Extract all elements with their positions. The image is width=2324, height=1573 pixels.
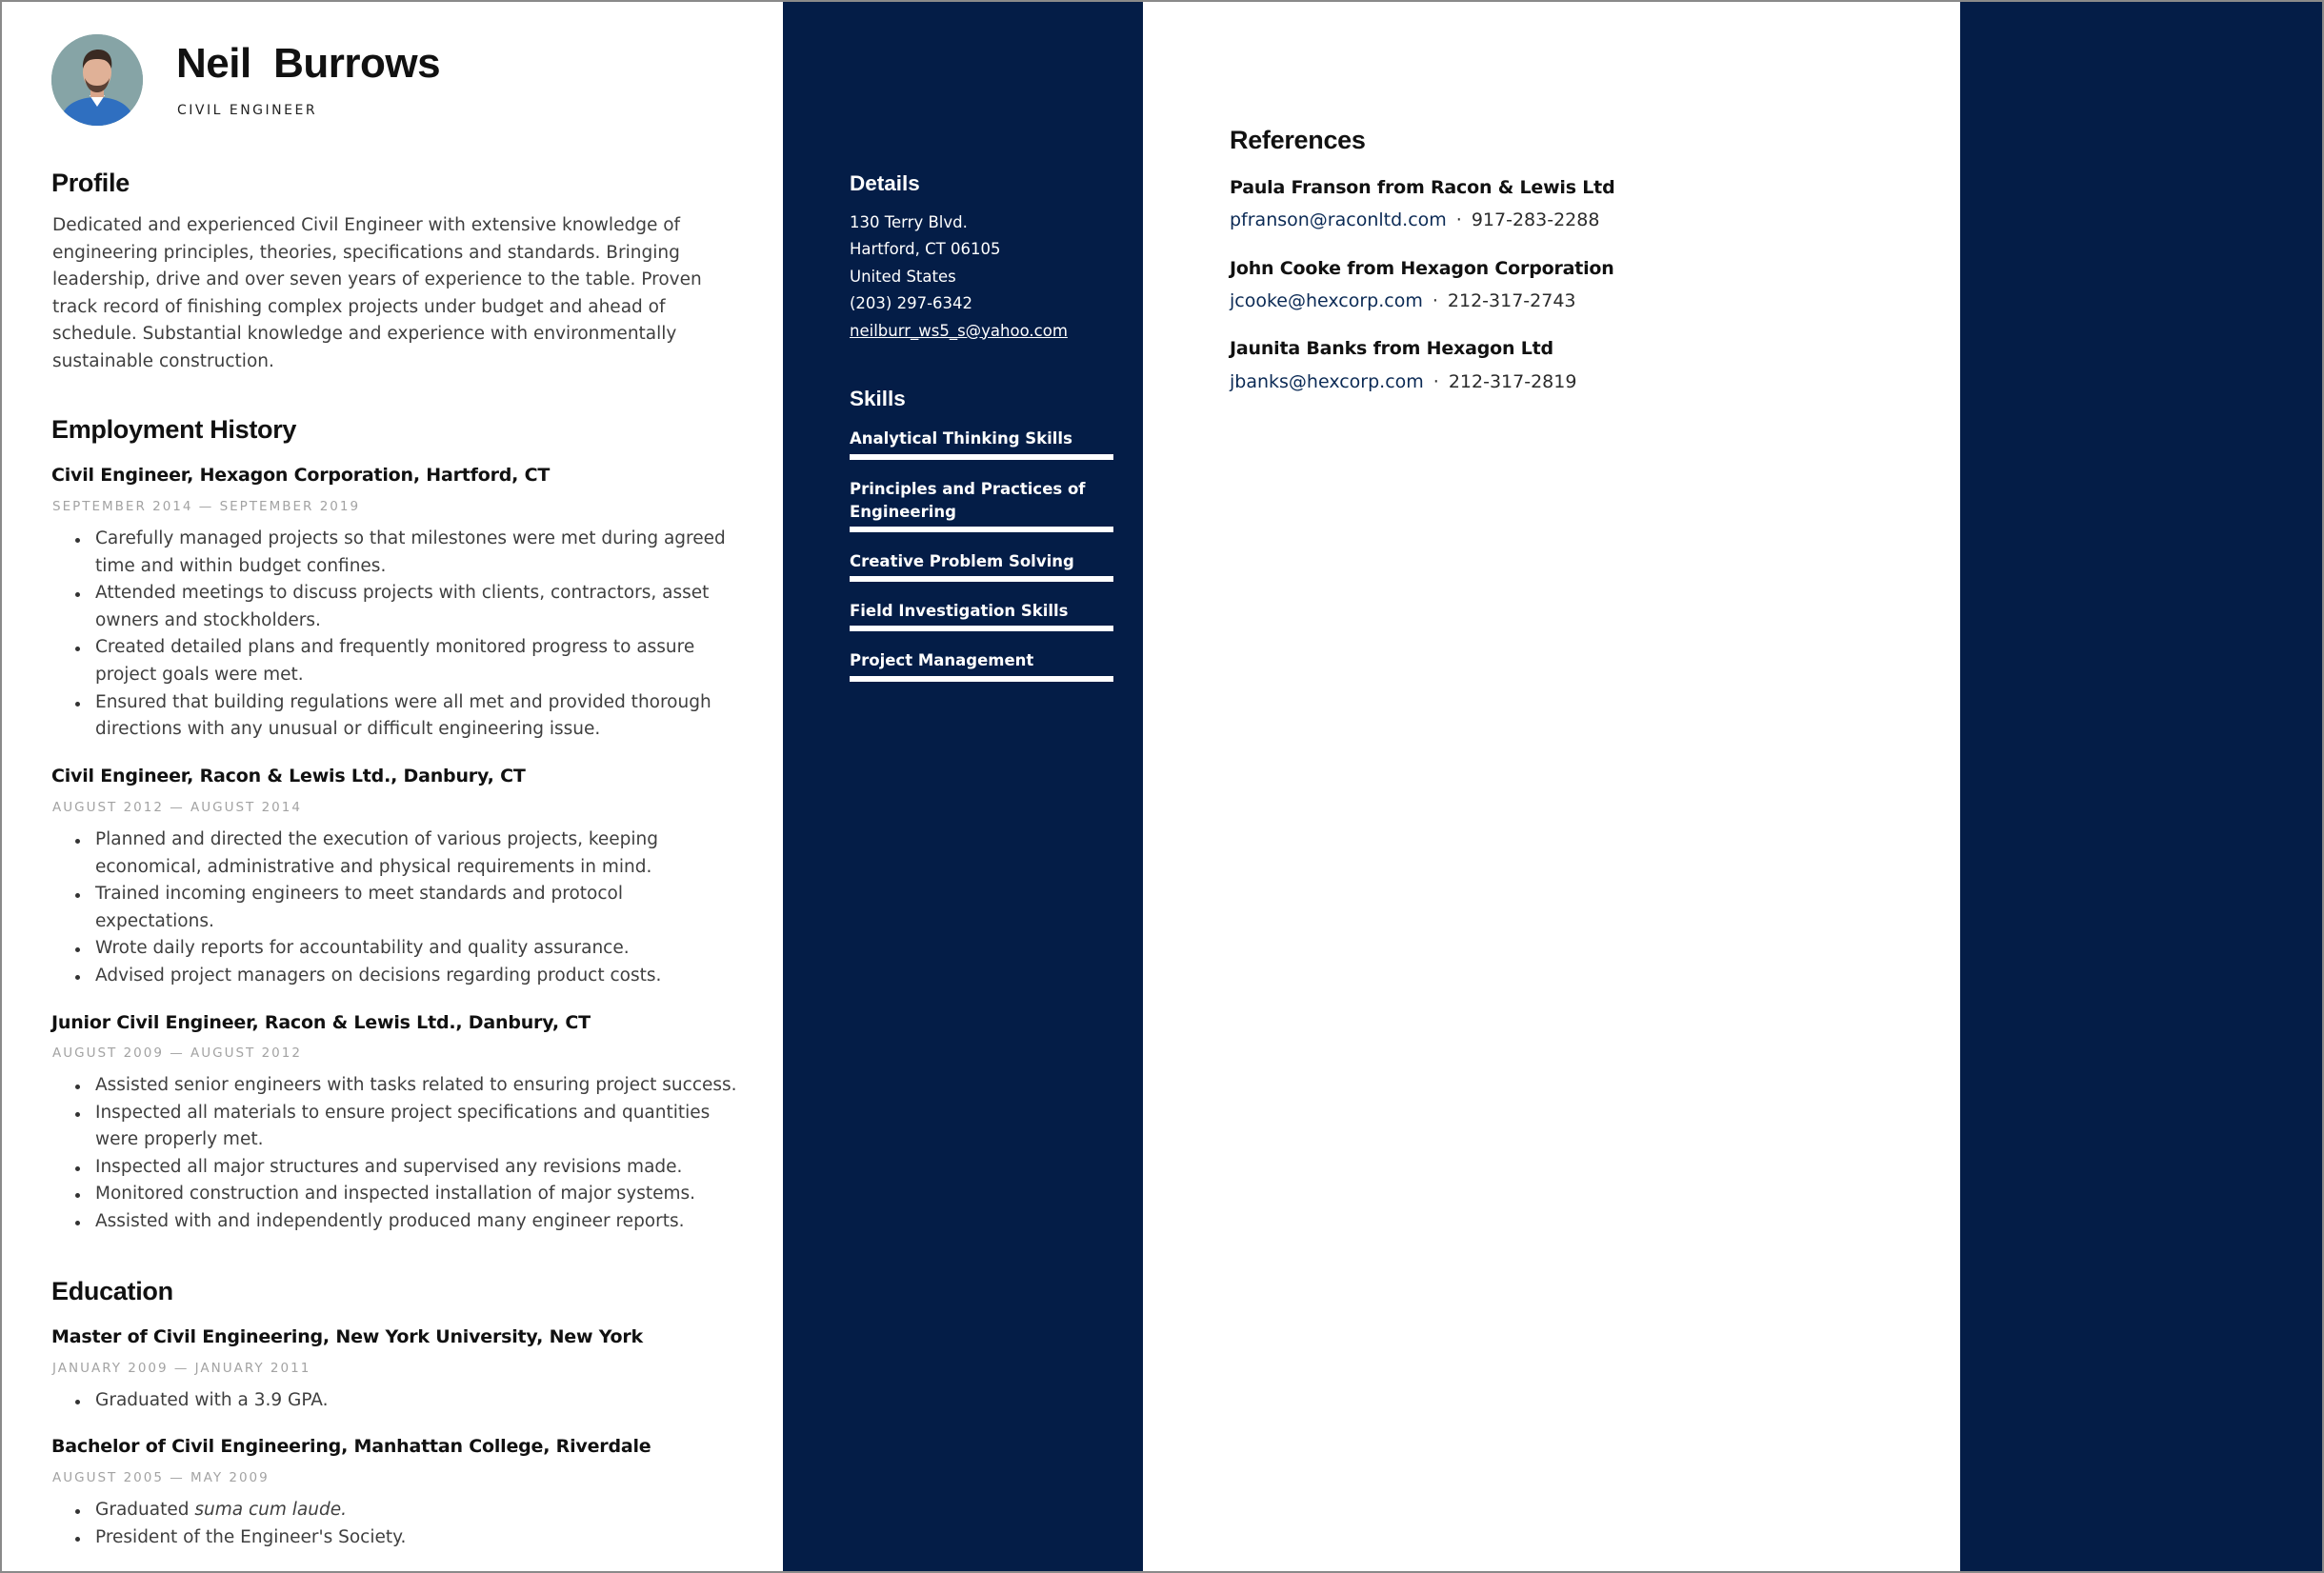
list-item: Inspected all materials to ensure project specifications and quantities were properly met. — [52, 1100, 738, 1154]
profile-line: leadership, drive and over seven years of experience to the table. Proven — [52, 269, 702, 289]
candidate-title: CIVIL ENGINEER — [177, 103, 318, 118]
skill-name: Principles and Practices of Engineering — [850, 480, 1086, 521]
profile-line: track record of finishing complex projects under budget and ahead of — [52, 296, 666, 317]
job-title: Junior Civil Engineer, Racon & Lewis Ltd., Danbury, CT — [51, 1012, 591, 1033]
job-bullets — [52, 526, 738, 744]
candidate-name: Neil Burrows — [176, 40, 441, 87]
profile-line: engineering principles, theories, specifications and standards. Bringing — [52, 242, 680, 263]
reference-phone: 917-283-2288 — [1471, 209, 1600, 230]
list-item: Created detailed plans and frequently monitored progress to assure project goals were met. — [52, 634, 738, 688]
education-title: Master of Civil Engineering, New York University, New York — [51, 1326, 643, 1347]
skill-name: Analytical Thinking Skills — [850, 429, 1072, 448]
list-item: Monitored construction and inspected installation of major systems. — [52, 1181, 738, 1208]
education-dates: AUGUST 2005 — MAY 2009 — [52, 1470, 270, 1485]
country: United States — [850, 267, 956, 286]
skill-name: Creative Problem Solving — [850, 552, 1074, 570]
list-item: Trained incoming engineers to meet standards and protocol expectations. — [52, 881, 738, 935]
references-heading: References — [1230, 126, 1366, 154]
employment-heading: Employment History — [51, 415, 297, 444]
profile-line: schedule. Substantial knowledge and experience with environmentally — [52, 324, 677, 344]
list-item: Carefully managed projects so that milestones were met during agreed time and within budget confines. — [52, 526, 738, 580]
profile-line: Dedicated and experienced Civil Engineer with extensive knowledge of — [52, 215, 681, 235]
person-photo-icon — [51, 34, 143, 126]
reference-email[interactable]: jcooke@hexcorp.com — [1230, 290, 1423, 311]
phone: (203) 297-6342 — [850, 294, 973, 313]
avatar — [51, 34, 143, 126]
profile-summary — [52, 212, 719, 375]
education-heading: Education — [51, 1277, 173, 1305]
skill-level-bar — [850, 676, 1113, 682]
address-line: 130 Terry Blvd. — [850, 213, 968, 231]
job-dates: AUGUST 2009 — AUGUST 2012 — [52, 1045, 302, 1061]
reference-phone: 212-317-2743 — [1447, 290, 1576, 311]
skill-name: Field Investigation Skills — [850, 602, 1069, 620]
details-heading: Details — [850, 171, 920, 195]
separator: · — [1432, 371, 1439, 392]
list-item: Planned and directed the execution of various projects, keeping economical, administrative and physical requirements in mind. — [52, 826, 738, 881]
reference-contact — [1230, 209, 1599, 230]
list-item: Assisted with and independently produced many engineer reports. — [52, 1208, 738, 1236]
reference-contact — [1230, 290, 1576, 311]
reference-name: Paula Franson from Racon & Lewis Ltd — [1230, 177, 1615, 198]
list-item: Wrote daily reports for accountability and quality assurance. — [52, 935, 738, 963]
address-line: Hartford, CT 06105 — [850, 240, 1001, 259]
list-item: Advised project managers on decisions regarding product costs. — [52, 963, 738, 990]
list-item: President of the Engineer's Society. — [52, 1524, 738, 1552]
details-block — [850, 209, 1126, 345]
reference-name: Jaunita Banks from Hexagon Ltd — [1230, 338, 1553, 359]
reference-email[interactable]: pfranson@raconltd.com — [1230, 209, 1447, 230]
skill-level-bar — [850, 576, 1113, 582]
job-dates: SEPTEMBER 2014 — SEPTEMBER 2019 — [52, 499, 361, 514]
education-dates: JANUARY 2009 — JANUARY 2011 — [52, 1361, 311, 1376]
separator: · — [1432, 290, 1438, 311]
list-item: Graduated suma cum laude. — [52, 1497, 738, 1524]
skill-level-bar — [850, 454, 1113, 460]
job-dates: AUGUST 2012 — AUGUST 2014 — [52, 800, 302, 815]
job-bullets — [52, 826, 738, 990]
list-item: Graduated with a 3.9 GPA. — [52, 1387, 738, 1415]
education-bullets — [52, 1387, 738, 1415]
reference-contact — [1230, 371, 1576, 392]
profile-line: sustainable construction. — [52, 350, 274, 371]
skills-heading: Skills — [850, 387, 906, 410]
separator: · — [1455, 209, 1462, 230]
reference-email[interactable]: jbanks@hexcorp.com — [1230, 371, 1424, 392]
email-link[interactable]: neilburr_ws5_s@yahoo.com — [850, 321, 1068, 340]
list-item: Ensured that building regulations were all met and provided thorough directions with any unusual or difficult engineering issue. — [52, 689, 738, 744]
reference-phone: 212-317-2819 — [1448, 371, 1577, 392]
education-title: Bachelor of Civil Engineering, Manhattan College, Riverdale — [51, 1436, 651, 1457]
profile-heading: Profile — [51, 169, 130, 197]
list-item: Assisted senior engineers with tasks related to ensuring project success. — [52, 1072, 738, 1100]
skill-level-bar — [850, 626, 1113, 631]
job-title: Civil Engineer, Racon & Lewis Ltd., Danbury, CT — [51, 766, 526, 786]
reference-name: John Cooke from Hexagon Corporation — [1230, 258, 1614, 279]
list-item: Attended meetings to discuss projects with clients, contractors, asset owners and stockholders. — [52, 580, 738, 634]
list-item: Inspected all major structures and supervised any revisions made. — [52, 1154, 738, 1182]
job-bullets — [52, 1072, 738, 1236]
skill-level-bar — [850, 527, 1113, 532]
honors-text: suma cum laude. — [194, 1500, 347, 1520]
education-bullets — [52, 1497, 738, 1551]
skill-name: Project Management — [850, 651, 1034, 669]
right-decorative-band — [1960, 2, 2322, 1571]
job-title: Civil Engineer, Hexagon Corporation, Hartford, CT — [51, 465, 551, 486]
